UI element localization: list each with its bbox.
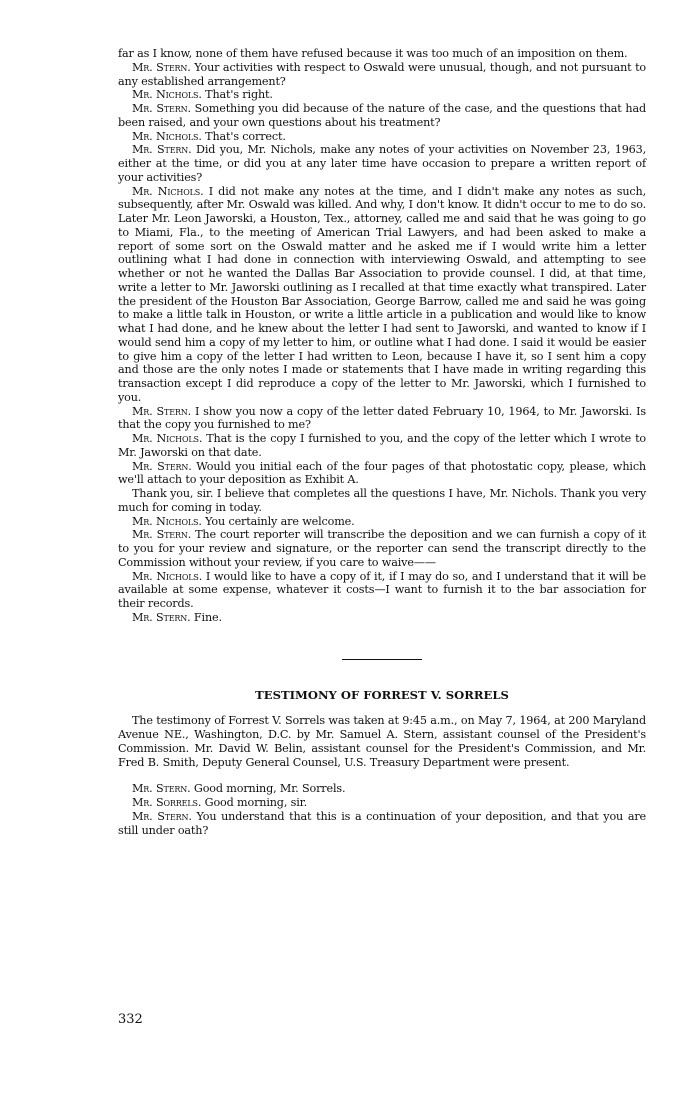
testimony-paragraph <box>118 432 646 460</box>
paragraph-text: You certainly are welcome. <box>201 514 355 528</box>
sorrels-testimony-section <box>118 782 646 837</box>
testimony-paragraph <box>118 143 646 184</box>
speaker-name: Mr. Stern. <box>132 610 191 624</box>
speaker-name: Mr. Nichols. <box>132 88 202 102</box>
paragraph-text: Good morning, Mr. Sorrels. <box>190 782 346 796</box>
testimony-paragraph <box>118 515 646 529</box>
paragraph-text: Fine. <box>190 610 222 624</box>
section-divider <box>342 659 422 660</box>
testimony-paragraph <box>118 102 646 130</box>
paragraph-text: Something you did because of the nature of the case, and the questions that had been raised, and your own questions about his treatment? <box>118 102 647 129</box>
speaker-name: Mr. Nichols. <box>132 432 203 445</box>
speaker-name: Mr. Nichols. <box>132 184 204 198</box>
testimony-paragraph <box>118 570 646 611</box>
speaker-name: Mr. Stern. <box>132 404 192 418</box>
paragraph-text: I would like to have a copy of it, if I may do so, and I understand that it will be available at some expense, whatever it costs—I want to furnish it to the bar association for their records. <box>118 569 646 610</box>
paragraph-text: Your activities with respect to Oswald were unusual, though, and not pursuant to any established arrangement? <box>118 60 647 88</box>
testimony-paragraph <box>118 185 646 405</box>
section-heading: TESTIMONY OF FORREST V. SORRELS <box>255 687 509 702</box>
testimony-paragraph <box>118 528 646 569</box>
speaker-name: Mr. Stern. <box>132 143 192 157</box>
testimony-paragraph <box>118 88 646 102</box>
paragraph-text: That is the copy I furnished to you, and the copy of the letter which I wrote to Mr. Jaworski on that date. <box>118 432 646 459</box>
paragraph-text: The court reporter will transcribe the deposition and we can furnish a copy of it to you for your review and signature, or the reporter can send the transcript directly to the Commission without your review, if you care to waive—— <box>118 528 646 569</box>
speaker-name: Mr. Stern. <box>132 528 192 542</box>
paragraph-text: Thank you, sir. I believe that completes all the questions I have, Mr. Nichols. Thank you very much for coming in today. <box>118 487 646 514</box>
speaker-name: Mr. Stern. <box>132 809 192 823</box>
paragraph-text: That's correct. <box>201 129 286 143</box>
paragraph-text: far as I know, none of them have refused because it was too much of an imposition on them. <box>118 47 628 60</box>
speaker-name: Mr. Stern. <box>132 782 191 796</box>
speaker-name: Mr. Nichols. <box>132 129 202 143</box>
speaker-name: Mr. Stern. <box>132 102 191 115</box>
testimony-paragraph <box>118 611 646 625</box>
testimony-paragraph <box>118 405 646 433</box>
nichols-testimony-section <box>118 47 646 625</box>
paragraph-text: I show you now a copy of the letter dated February 10, 1964, to Mr. Jaworski. Is that the copy you furnished to me? <box>118 404 647 432</box>
paragraph-text: You understand that this is a continuation of your deposition, and that you are still under oath? <box>118 809 647 837</box>
testimony-intro-paragraph: The testimony of Forrest V. Sorrels was taken at 9:45 a.m., on May 7, 1964, at 200 Maryland Avenue NE., Washington, D.C. by Mr. Samuel A. Stern, assistant counsel of the President's Commission. Mr. David W. Belin, assistant counsel for the President's Commission, and Mr. Fred B. Smith, Deputy General Counsel, U.S. Treasury Department were present. <box>118 714 646 769</box>
testimony-paragraph <box>118 810 646 838</box>
speaker-name: Mr. Nichols. <box>132 569 203 583</box>
paragraph-text: I did not make any notes at the time, and I didn't make any notes as such, subsequently, after Mr. Oswald was killed. And why, I don't know. It didn't occur to me to do so. Later Mr. Leon Jaworski, a Houston, Tex., attorney, called me and said that he was going to go to Miami, Fla., to the meeting of American Trial Lawyers, and had been asked to make a report of some sort on the Oswald matter and he asked me if I would write him a letter outlining what I had done in connection with interviewing Oswald, and attempting to see whether or not he wanted the Dallas Bar Association to provide counsel. I did, at that time, write a letter to Mr. Jaworski outlining as I recalled at that time exactly what transpired. Later the president of the Houston Bar Association, George Barrow, called me and said he was going to make a little talk in Houston, or write a little article in a publication and would like to know what I had done, and he knew about the letter I had sent to Jaworski, and wanted to know if I would send him a copy of my letter to him, or outline what I had done. I said it would be easier to give him a copy of the letter I had written to Leon, because I have it, so I sent him a copy and those are the only notes I made or statements that I have made in writing regarding this transaction except I did reproduce a copy of the letter to Mr. Jaworski, which I furnished to you. <box>118 184 646 404</box>
paragraph-text: Did you, Mr. Nichols, make any notes of your activities on November 23, 1963, either at the time, or did you at any later time have occasion to prepare a written report of your activities? <box>118 143 647 184</box>
page-number: 332 <box>118 1012 143 1027</box>
testimony-paragraph <box>118 487 646 515</box>
paragraph-text: Would you initial each of the four pages of that photostatic copy, please, which we'll attach to your deposition as Exhibit A. <box>118 459 646 487</box>
speaker-name: Mr. Sorrels. <box>132 796 202 809</box>
testimony-paragraph <box>118 47 646 61</box>
paragraph-text: That's right. <box>201 88 273 102</box>
testimony-paragraph <box>118 130 646 144</box>
testimony-paragraph <box>118 61 646 89</box>
speaker-name: Mr. Stern. <box>132 60 191 74</box>
spacer <box>118 769 646 782</box>
paragraph-text: Good morning, sir. <box>201 796 308 809</box>
document-page <box>118 47 646 837</box>
speaker-name: Mr. Nichols. <box>132 514 202 528</box>
testimony-paragraph <box>118 782 646 796</box>
testimony-paragraph <box>118 460 646 488</box>
testimony-paragraph <box>118 796 646 810</box>
speaker-name: Mr. Stern. <box>132 459 192 473</box>
